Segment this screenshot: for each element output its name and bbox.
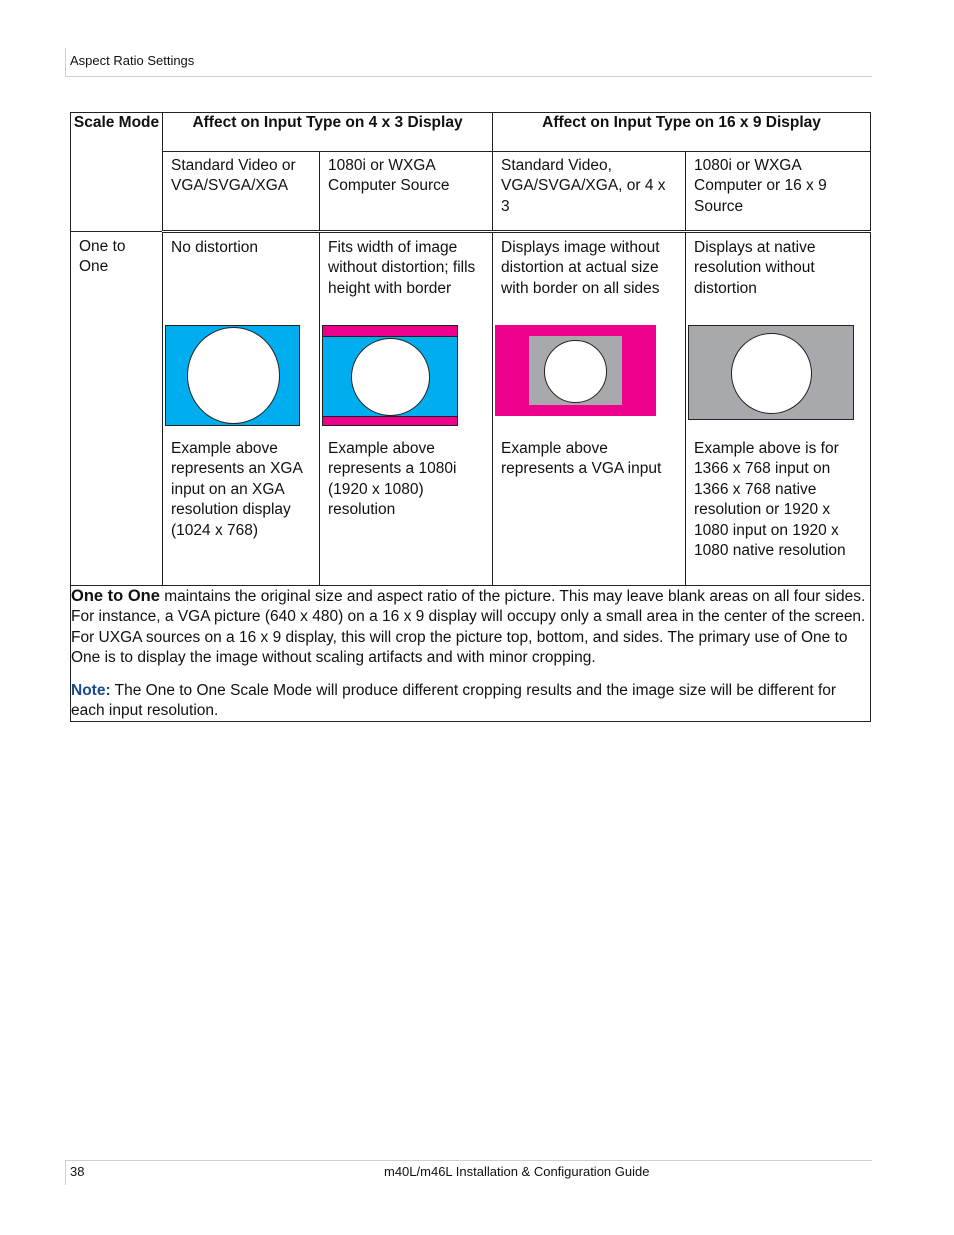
image-circle	[187, 327, 280, 424]
example-text: Example above represents an XGA input on an XGA resolution display (1024 x 768)	[171, 440, 302, 539]
description: Displays at native resolution without distortion	[694, 239, 816, 297]
cell-16x9-standard	[493, 232, 686, 586]
subheader-16x9-standard: Standard Video, VGA/SVGA/XGA, or 4 x 3	[493, 152, 686, 232]
example-text: Example above is for 1366 x 768 input on 1366 x 768 native resolution or 1920 x 1080 input on 1920 x 1080 native resolution	[694, 440, 846, 560]
table-row	[71, 232, 871, 586]
image-area	[323, 336, 457, 417]
guide-title: m40L/m46L Installation & Configuration Guide	[384, 1164, 650, 1179]
note-body: The One to One Scale Mode will produce different cropping results and the image size will be different for each input resolution.	[71, 681, 837, 720]
cell-4x3-1080i	[320, 232, 493, 586]
description-body: maintains the original size and aspect ratio of the picture. This may leave blank areas on all four sides. For instance, a VGA picture (640 x 480) on a 16 x 9 display will occupy only a small area in the center of the screen. For UXGA sources on a 16 x 9 display, this will crop the picture top, bottom, and sides. The primary use of One to One is to display the image without scaling artifacts and with minor cropping.	[71, 588, 866, 667]
image-circle	[544, 340, 607, 403]
cell-16x9-1080i	[686, 232, 871, 586]
subheader-4x3-1080i: 1080i or WXGA Computer Source	[320, 152, 493, 232]
subheader-4x3-standard: Standard Video or VGA/SVGA/XGA	[163, 152, 320, 232]
diagram-4x3-standard	[165, 325, 300, 426]
mode-cell: One to One	[71, 232, 163, 586]
diagram-4x3-1080i	[322, 325, 458, 426]
section-title: Aspect Ratio Settings	[70, 53, 195, 68]
page-number: 38	[70, 1164, 85, 1179]
scale-mode-header: Scale Mode	[71, 113, 163, 232]
lead-term: One to One	[71, 587, 160, 605]
description: No distortion	[171, 239, 259, 256]
page-header	[65, 48, 872, 77]
image-area	[529, 336, 622, 405]
page-footer	[65, 1160, 872, 1185]
description: Fits width of image without distortion; fills height with border	[328, 239, 476, 297]
notes-cell	[71, 586, 871, 722]
group-header-4x3: Affect on Input Type on 4 x 3 Display	[163, 113, 493, 152]
group-header-16x9: Affect on Input Type on 16 x 9 Display	[493, 113, 871, 152]
subheader-16x9-1080i: 1080i or WXGA Computer or 16 x 9 Source	[686, 152, 871, 232]
aspect-ratio-table	[70, 112, 871, 722]
cell-4x3-standard	[163, 232, 320, 586]
example-text: Example above represents a VGA input	[501, 440, 662, 478]
note-paragraph	[71, 681, 870, 722]
image-circle	[351, 338, 430, 416]
note-label: Note:	[71, 681, 111, 699]
image-circle	[731, 333, 812, 414]
description-paragraph	[71, 586, 870, 669]
diagram-16x9-standard	[495, 325, 656, 416]
diagram-16x9-1080i	[688, 325, 854, 420]
description: Displays image without distortion at actual size with border on all sides	[501, 239, 660, 297]
example-text: Example above represents a 1080i (1920 x 1080) resolution	[328, 440, 457, 519]
